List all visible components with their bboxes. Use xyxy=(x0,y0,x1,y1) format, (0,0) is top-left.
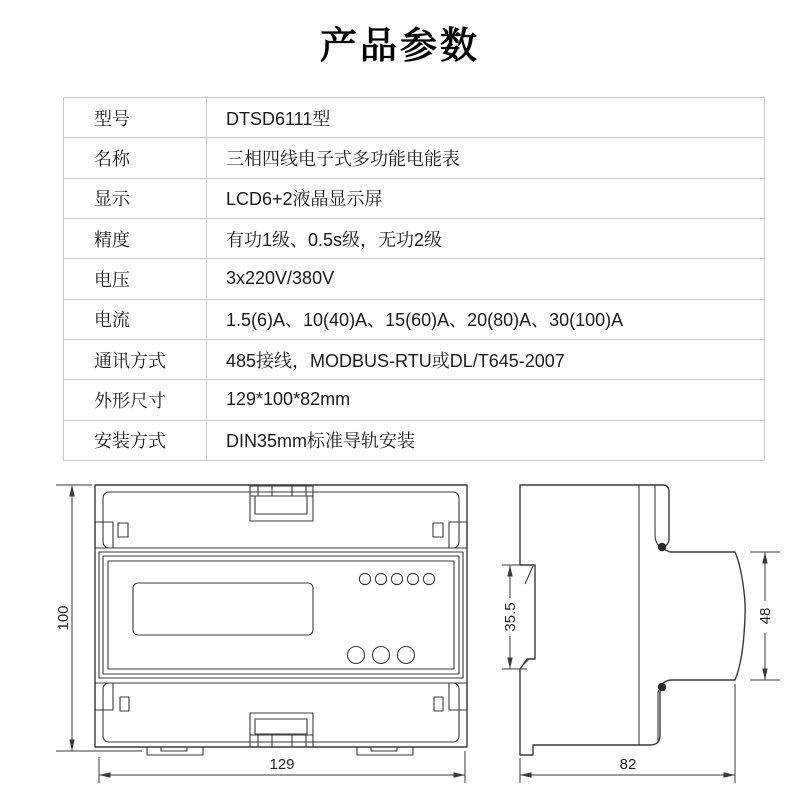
spec-row-mounting xyxy=(64,421,764,461)
spec-value: DIN35mm标准导轨安装 xyxy=(226,431,416,452)
front-view-drawing xyxy=(95,485,467,755)
spec-table xyxy=(63,97,765,461)
spec-label: 名称 xyxy=(64,138,207,177)
dimension-48 xyxy=(750,552,780,680)
spec-value: 129*100*82mm xyxy=(226,389,351,410)
dimension-label-48: 48 xyxy=(757,607,774,625)
spec-label: 外形尺寸 xyxy=(64,380,207,419)
spec-value: 有功1级、0.5s级，无功2级 xyxy=(226,229,443,250)
spec-row-accuracy xyxy=(64,219,764,259)
dimension-129 xyxy=(99,751,465,783)
screw-dot-bottom xyxy=(658,683,667,692)
din-clip-notch xyxy=(525,566,533,584)
mounting-feet xyxy=(147,747,413,755)
side-view-drawing xyxy=(520,485,745,755)
page-title: 产品参数 xyxy=(320,25,480,66)
spec-row-current xyxy=(64,300,764,340)
spec-label: 显示 xyxy=(64,179,207,218)
spec-row-voltage xyxy=(64,259,764,299)
spec-label: 电流 xyxy=(64,300,207,339)
spec-row-model xyxy=(64,98,764,138)
spec-row-name xyxy=(64,138,764,178)
dimension-35-5 xyxy=(502,565,533,669)
spec-value: 3x220V/380V xyxy=(226,268,335,289)
spec-label: 型号 xyxy=(64,98,207,137)
dimension-label-82: 82 xyxy=(619,756,637,773)
spec-row-communication xyxy=(64,340,764,380)
dimension-label-129: 129 xyxy=(269,756,295,773)
spec-label: 电压 xyxy=(64,259,207,298)
spec-row-dimensions xyxy=(64,380,764,420)
spec-label: 安装方式 xyxy=(64,421,207,460)
technical-drawing xyxy=(0,460,800,800)
spec-value: LCD6+2液晶显示屏 xyxy=(226,189,383,210)
dimension-label-35-5: 35.5 xyxy=(502,602,519,632)
spec-value: 三相四线电子式多功能电能表 xyxy=(226,148,460,169)
screw-dot-top xyxy=(658,543,667,552)
spec-row-display xyxy=(64,179,764,219)
spec-value: 485接线，MODBUS-RTU或DL/T645-2007 xyxy=(226,350,565,371)
spec-value: DTSD6111型 xyxy=(226,108,331,129)
spec-value: 1.5(6)A、10(40)A、15(60)A、20(80)A、30(100)A xyxy=(226,310,624,331)
spec-label: 通讯方式 xyxy=(64,340,207,379)
dimension-label-100: 100 xyxy=(55,605,72,631)
spec-label: 精度 xyxy=(64,219,207,258)
